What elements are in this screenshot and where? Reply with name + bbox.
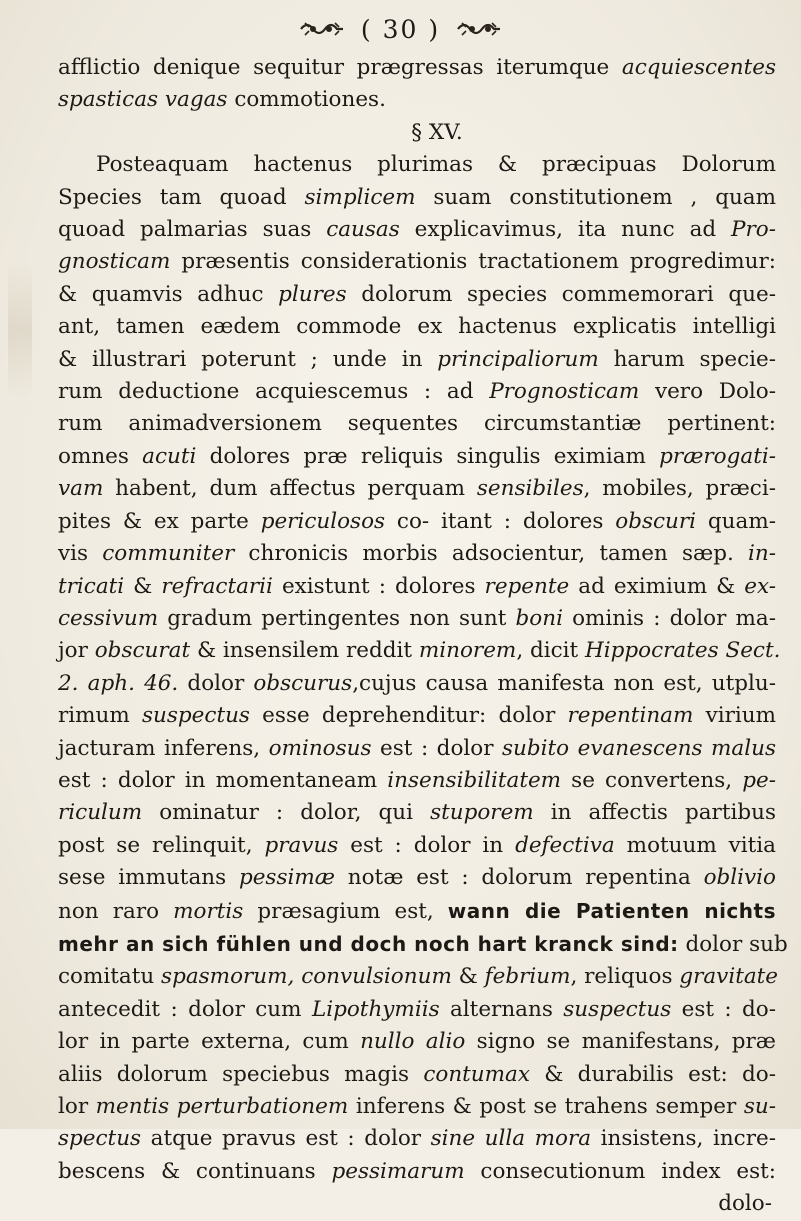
text-run: jacturam inferens,	[58, 735, 269, 761]
text-run: existunt : dolores	[272, 573, 485, 599]
text-run: ad eximium &	[569, 573, 745, 599]
italic-run: spectus	[58, 1126, 142, 1152]
italic-run: boni	[515, 605, 563, 631]
text-line	[58, 376, 776, 408]
italic-run: refractarii	[161, 573, 273, 599]
text-run: comitatu	[58, 964, 162, 990]
printer-ornament-icon	[299, 19, 345, 39]
italic-run: mortis	[173, 898, 244, 924]
text-line	[58, 797, 776, 829]
text-run: harum specie-	[598, 346, 776, 372]
text-line	[58, 700, 776, 732]
text-line	[58, 765, 776, 797]
text-line	[58, 1123, 776, 1155]
text-line	[58, 214, 776, 246]
italic-run: periculosos	[260, 508, 386, 534]
text-run: & durabilis est: do-	[529, 1061, 776, 1087]
italic-run: pessimæ	[238, 865, 335, 891]
text-run: in affectis partibus	[533, 800, 776, 826]
text-run: rum animadversionem sequentes circumstantiæ pertinent:	[58, 411, 776, 437]
text-run: , dicit	[516, 638, 586, 664]
italic-run: stuporem	[430, 800, 534, 826]
italic-run: Hippocrates Sect.	[585, 638, 781, 664]
text-line	[58, 408, 776, 440]
text-run: rimum	[58, 703, 142, 729]
text-run: virium	[693, 703, 776, 729]
text-line	[58, 506, 776, 538]
text-run: est : do-	[671, 996, 776, 1022]
text-run: co- itant : dolores	[385, 508, 616, 534]
text-run: jor	[58, 638, 95, 664]
italic-run: Prognosticam	[489, 379, 640, 405]
italic-run: spasticas vagas	[58, 87, 228, 113]
page-header	[0, 14, 801, 44]
italic-run: obscuri	[615, 508, 697, 534]
italic-run: acuti	[142, 443, 197, 469]
italic-run: mentis perturbationem	[95, 1094, 349, 1119]
text-run: vero Dolo-	[639, 379, 777, 405]
text-run: , reliquos	[570, 964, 680, 990]
text-line	[58, 1059, 776, 1091]
text-run: dolor sub	[678, 931, 788, 957]
text-run: est : dolor in momentaneam	[58, 767, 388, 793]
italic-run: Pro-	[731, 217, 776, 243]
text-line	[58, 441, 776, 473]
text-line	[58, 928, 788, 961]
text-run: lor in parte externa, cum	[58, 1029, 361, 1055]
italic-run: repente	[484, 573, 570, 599]
text-run: esse deprehenditur: dolor	[249, 703, 568, 729]
text-run: commotiones.	[227, 87, 386, 113]
text-run: est : dolor in	[338, 832, 516, 858]
text-run: dolor	[178, 670, 254, 696]
text-line	[58, 149, 776, 181]
italic-run: in-	[748, 541, 776, 567]
italic-run: defectiva	[515, 832, 615, 858]
italic-run: sensibiles	[476, 476, 584, 502]
italic-run: pessimarum	[331, 1158, 465, 1184]
text-run: suam constitutionem , quam	[415, 184, 777, 210]
text-run: & insensilem reddit	[190, 638, 419, 664]
italic-run: Lipothymiis	[311, 996, 440, 1022]
text-run: chronicis morbis adsocientur, tamen sæp.	[234, 541, 748, 567]
italic-run: riculum	[58, 800, 143, 826]
text-run: se convertens,	[561, 767, 743, 793]
text-run: gradum pertingentes non sunt	[158, 605, 516, 631]
text-run: & quamvis adhuc	[58, 281, 279, 307]
italic-run: 2. aph. 46.	[58, 670, 179, 696]
italic-run: sine ulla mora	[430, 1126, 592, 1152]
text-line	[58, 1026, 776, 1058]
text-run: bescens & continuans	[58, 1158, 332, 1184]
text-line	[58, 830, 776, 862]
text-run: Posteaquam hactenus plurimas & præcipuas Dolorum	[96, 152, 776, 178]
text-run: omnes	[58, 443, 143, 469]
fraktur-run: wann die Patienten nichts	[447, 898, 776, 923]
italic-run: causas	[326, 217, 400, 243]
italic-run: vam	[58, 476, 104, 502]
text-run: dolorum species commemorari que-	[346, 281, 777, 307]
italic-run: nullo alio	[360, 1029, 466, 1055]
text-line	[58, 473, 776, 505]
text-line	[58, 961, 779, 993]
page-number: ( 30 )	[360, 14, 441, 44]
text-run: habent, dum affectus perquam	[103, 476, 477, 502]
text-run: ant, tamen eædem commode ex hactenus explicatis intelligi	[58, 314, 776, 340]
italic-run: pravus	[264, 832, 339, 858]
italic-run: ominosus	[268, 735, 372, 761]
text-line	[58, 182, 776, 214]
catchword: dolo-	[718, 1191, 772, 1217]
text-line	[58, 84, 776, 116]
italic-run: gnosticam	[58, 249, 171, 275]
italic-run: prærogati-	[659, 443, 776, 469]
text-line	[58, 571, 776, 603]
text-run: ,cujus causa manifesta non est, utplu-	[352, 670, 776, 696]
text-run: explicavimus, ita nunc ad	[399, 217, 732, 243]
italic-run: gravitate	[679, 964, 779, 990]
text-run: non raro	[58, 898, 174, 924]
text-run: ominis : dolor ma-	[562, 605, 776, 631]
italic-run: acquiescentes	[621, 55, 776, 80]
text-run: præsagium est,	[243, 898, 448, 924]
text-run: pites & ex parte	[58, 508, 261, 534]
text-run: inferens & post se trahens semper	[348, 1094, 744, 1119]
text-run: ominatur : dolor, qui	[142, 800, 431, 826]
text-run: signo se manifestans, præ	[465, 1029, 777, 1055]
text-line	[58, 603, 776, 635]
italic-run: cessivum	[58, 605, 159, 631]
body-text	[58, 52, 788, 1221]
italic-run: plures	[278, 281, 347, 307]
text-line	[58, 246, 776, 278]
text-run: motuum vitia	[614, 832, 776, 858]
text-line	[58, 311, 776, 343]
text-run: Species tam quoad	[58, 184, 305, 210]
text-run: vis	[58, 541, 103, 567]
paper-stain	[8, 260, 32, 400]
italic-run: subito evanescens malus	[502, 735, 776, 761]
text-run: insistens, incre-	[591, 1126, 776, 1152]
italic-run: suspectus	[142, 703, 250, 729]
text-line	[58, 344, 776, 376]
text-run: , mobiles, præci-	[583, 476, 776, 502]
text-run: afflictio denique sequitur prægressas iterumque	[58, 55, 622, 80]
italic-run: pe-	[742, 767, 776, 793]
text-line	[58, 635, 781, 667]
italic-run: contumax	[423, 1061, 530, 1087]
text-line	[58, 1156, 776, 1188]
fraktur-run: mehr an sich fühlen und doch noch hart kranck sind:	[58, 931, 679, 956]
printer-ornament-icon	[456, 19, 502, 39]
text-line	[58, 862, 776, 894]
text-run: præsentis considerationis tractationem progredimur:	[170, 249, 776, 275]
text-run: &	[451, 964, 485, 990]
italic-run: insensibilitatem	[387, 767, 562, 793]
text-run: quam-	[696, 508, 776, 534]
italic-run: obscurus	[253, 670, 353, 696]
text-run: est : dolor	[371, 735, 502, 761]
text-run: dolores præ reliquis singulis eximiam	[196, 443, 660, 469]
italic-run: oblivio	[703, 865, 776, 891]
text-run: post se relinquit,	[58, 832, 265, 858]
text-run: consecutionum index est:	[464, 1158, 777, 1184]
italic-run: simplicem	[304, 184, 416, 210]
italic-run: communiter	[102, 541, 235, 567]
text-run: &	[124, 573, 162, 599]
italic-run: principaliorum	[437, 346, 599, 372]
text-run: & illustrari poterunt ; unde in	[58, 346, 438, 372]
text-line	[58, 279, 776, 311]
text-line	[58, 538, 776, 570]
text-run: quoad palmarias suas	[58, 217, 327, 243]
text-run: atque pravus est : dolor	[141, 1126, 431, 1152]
text-line	[58, 668, 776, 700]
text-line	[58, 895, 776, 928]
italic-run: minorem	[418, 638, 517, 664]
italic-run: tricati	[58, 573, 125, 599]
text-run: rum deductione acquiescemus : ad	[58, 379, 490, 405]
text-line	[58, 52, 776, 84]
text-run: notæ est : dolorum repentina	[334, 865, 704, 891]
italic-run: repentinam	[567, 703, 694, 729]
text-run: alternans	[439, 996, 564, 1022]
italic-run: suspectus	[563, 996, 672, 1022]
text-run: aliis dolorum speciebus magis	[58, 1061, 424, 1087]
italic-run: ex-	[744, 573, 777, 599]
text-run: sese immutans	[58, 865, 239, 891]
italic-run: obscurat	[94, 638, 191, 664]
italic-run: spasmorum, convulsionum	[161, 964, 452, 990]
italic-run: su-	[743, 1094, 777, 1119]
section-heading: § XV.	[411, 119, 463, 145]
text-run: lor	[58, 1094, 96, 1119]
text-line	[58, 994, 776, 1026]
text-run: antecedit : dolor cum	[58, 996, 312, 1022]
italic-run: febrium	[484, 964, 571, 990]
text-line	[58, 733, 776, 765]
text-line	[58, 1091, 776, 1123]
